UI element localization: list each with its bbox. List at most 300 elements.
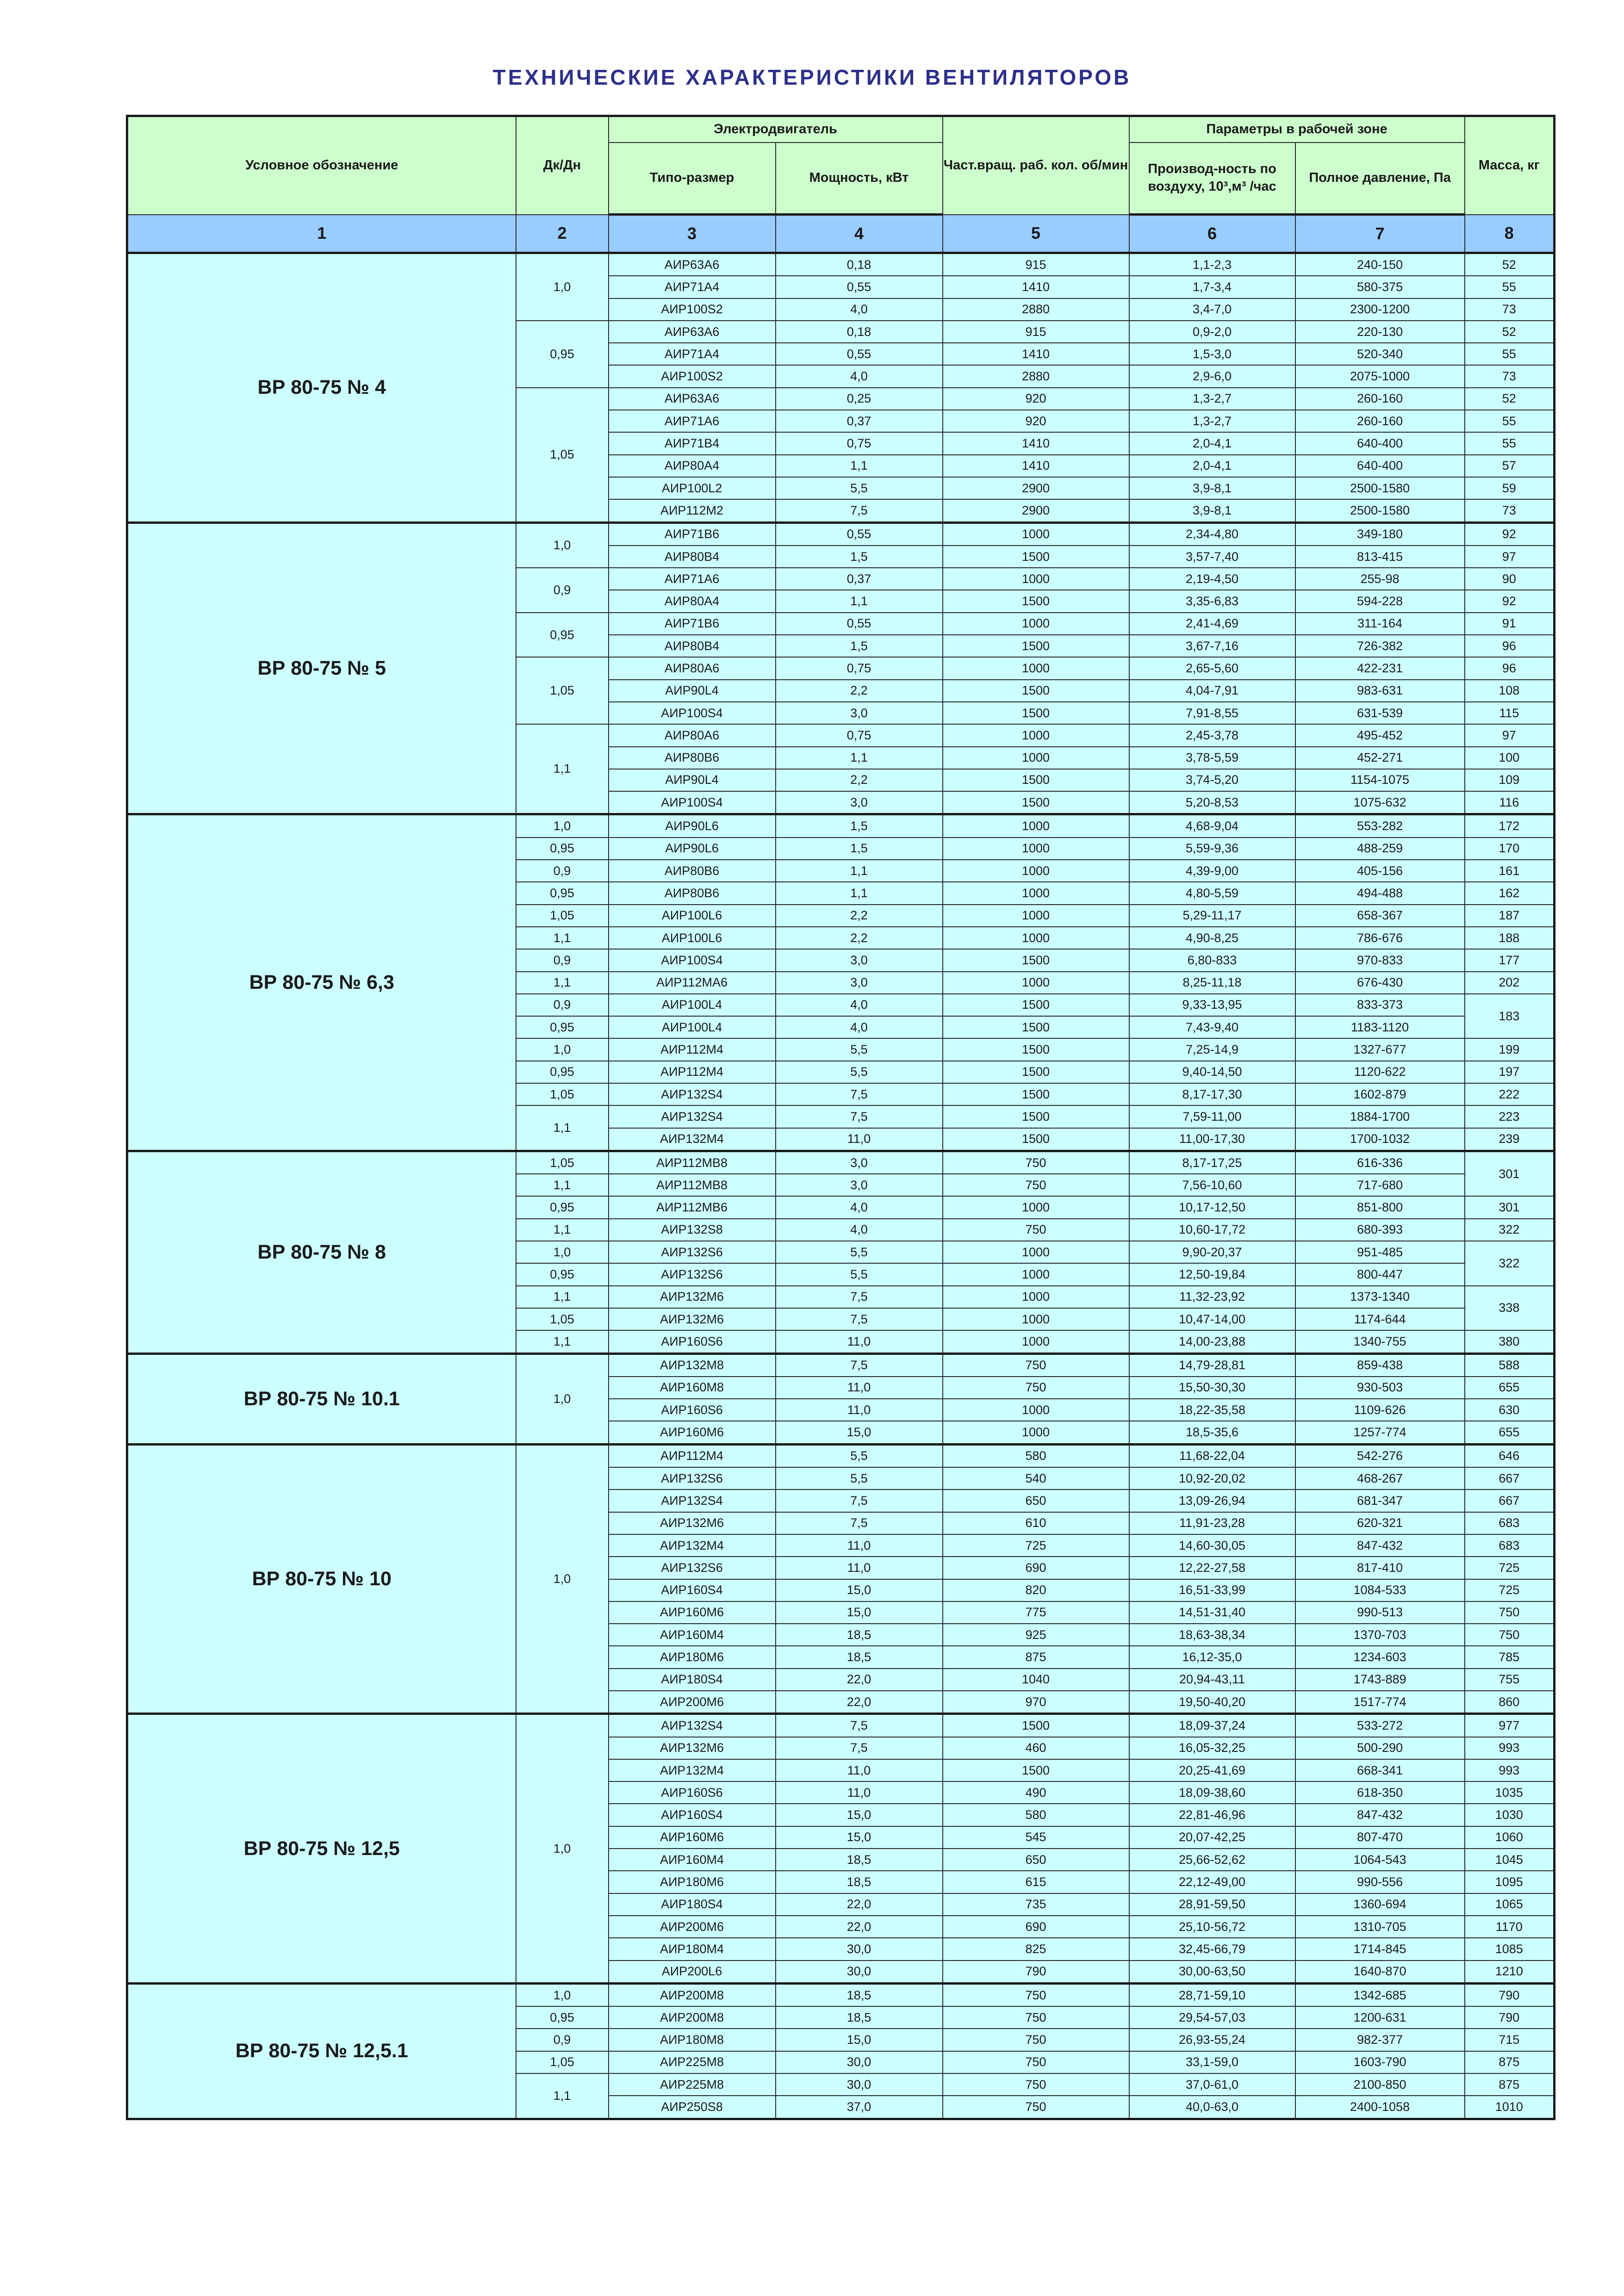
cell-speed: 1000: [943, 522, 1129, 546]
cell-speed: 580: [943, 1804, 1129, 1826]
cell-mass: 92: [1465, 522, 1555, 546]
cell-power: 3,0: [776, 1174, 943, 1196]
cell-flow: 25,66-52,62: [1129, 1849, 1295, 1871]
cell-type: АИР225М8: [609, 2073, 776, 2096]
cell-mass: 170: [1465, 838, 1555, 860]
cell-type: АИР132М4: [609, 1128, 776, 1151]
cell-mass: 52: [1465, 388, 1555, 410]
cell-type: АИР71В6: [609, 613, 776, 635]
cell-pressure: 594-228: [1295, 590, 1465, 612]
cell-speed: 1000: [943, 1308, 1129, 1330]
cell-flow: 7,91-8,55: [1129, 702, 1295, 724]
cell-power: 3,0: [776, 791, 943, 814]
cell-pressure: 1174-644: [1295, 1308, 1465, 1330]
fan-model-label: ВР 80-75 № 10: [127, 1444, 516, 1714]
cell-power: 0,37: [776, 568, 943, 590]
cell-power: 15,0: [776, 1421, 943, 1444]
cell-type: АИР160S6: [609, 1399, 776, 1421]
cell-flow: 12,22-27,58: [1129, 1557, 1295, 1579]
cell-speed: 750: [943, 2006, 1129, 2029]
cell-speed: 690: [943, 1916, 1129, 1938]
cell-mass: 239: [1465, 1128, 1555, 1151]
fan-model-label: ВР 80-75 № 10.1: [127, 1353, 516, 1444]
table-row: [127, 1714, 1555, 1737]
cell-power: 1,5: [776, 838, 943, 860]
cell-mass: 162: [1465, 882, 1555, 904]
cell-type: АИР100L2: [609, 477, 776, 499]
cell-type: АИР80В4: [609, 635, 776, 657]
cell-mass: 187: [1465, 905, 1555, 927]
cell-pressure: 817-410: [1295, 1557, 1465, 1579]
cell-mass: 73: [1465, 499, 1555, 522]
cell-type: АИР71В6: [609, 522, 776, 546]
cell-pressure: 1373-1340: [1295, 1286, 1465, 1308]
cell-flow: 26,93-55,24: [1129, 2029, 1295, 2051]
cell-power: 7,5: [776, 1286, 943, 1308]
cell-pressure: 786-676: [1295, 927, 1465, 949]
cell-power: 1,5: [776, 546, 943, 568]
cell-power: 5,5: [776, 1241, 943, 1263]
cell-speed: 1500: [943, 1714, 1129, 1737]
cell-type: АИР160S4: [609, 1804, 776, 1826]
fan-model-label: ВР 80-75 № 4: [127, 253, 516, 523]
cell-type: АИР100L6: [609, 905, 776, 927]
cell-power: 0,55: [776, 276, 943, 298]
cell-mass: 860: [1465, 1691, 1555, 1714]
cell-power: 30,0: [776, 2051, 943, 2073]
cell-pressure: 1154-1075: [1295, 769, 1465, 791]
cell-flow: 9,40-14,50: [1129, 1061, 1295, 1083]
cell-speed: 1500: [943, 1759, 1129, 1781]
cell-flow: 22,12-49,00: [1129, 1871, 1295, 1893]
cell-speed: 1000: [943, 814, 1129, 838]
cell-speed: 750: [943, 1151, 1129, 1174]
cell-speed: 1500: [943, 1105, 1129, 1128]
cell-power: 18,5: [776, 1983, 943, 2006]
cell-mass: 1010: [1465, 2096, 1555, 2119]
cell-pressure: 422-231: [1295, 657, 1465, 679]
cell-power: 5,5: [776, 1061, 943, 1083]
cell-type: АИР112М2: [609, 499, 776, 522]
cell-type: АИР100S4: [609, 702, 776, 724]
cell-pressure: 658-367: [1295, 905, 1465, 927]
cell-pressure: 260-160: [1295, 388, 1465, 410]
cell-flow: 29,54-57,03: [1129, 2006, 1295, 2029]
cell-flow: 10,60-17,72: [1129, 1219, 1295, 1241]
cell-mass: 993: [1465, 1737, 1555, 1759]
cell-pressure: 1120-622: [1295, 1061, 1465, 1083]
cell-power: 3,0: [776, 1151, 943, 1174]
cell-type: АИР180М6: [609, 1646, 776, 1668]
dk-dn-value: 1,05: [516, 1083, 609, 1105]
cell-type: АИР180S4: [609, 1893, 776, 1916]
cell-speed: 615: [943, 1871, 1129, 1893]
dk-dn-value: 0,95: [516, 1016, 609, 1038]
cell-pressure: 2400-1058: [1295, 2096, 1465, 2119]
cell-type: АИР132S6: [609, 1557, 776, 1579]
cell-speed: 610: [943, 1512, 1129, 1534]
cell-flow: 6,80-833: [1129, 949, 1295, 971]
cell-pressure: 1327-677: [1295, 1038, 1465, 1061]
cell-speed: 1500: [943, 791, 1129, 814]
cell-power: 4,0: [776, 298, 943, 321]
cell-type: АИР160М6: [609, 1601, 776, 1624]
dk-dn-value: 1,0: [516, 1241, 609, 1263]
cell-mass: 380: [1465, 1330, 1555, 1353]
cell-type: АИР132S6: [609, 1263, 776, 1285]
cell-pressure: 1064-543: [1295, 1849, 1465, 1871]
cell-speed: 1500: [943, 1016, 1129, 1038]
cell-pressure: 240-150: [1295, 253, 1465, 276]
cell-flow: 18,5-35,6: [1129, 1421, 1295, 1444]
cell-mass: 667: [1465, 1489, 1555, 1512]
cell-type: АИР160М6: [609, 1421, 776, 1444]
cell-power: 7,5: [776, 1083, 943, 1105]
cell-power: 1,1: [776, 590, 943, 612]
cell-pressure: 1743-889: [1295, 1669, 1465, 1691]
cell-pressure: 1109-626: [1295, 1399, 1465, 1421]
cell-flow: 32,45-66,79: [1129, 1938, 1295, 1960]
header-flow: Производ-ность по воздуху, 10³,м³ /час: [1129, 143, 1295, 215]
cell-power: 18,5: [776, 2006, 943, 2029]
cell-type: АИР80А4: [609, 590, 776, 612]
cell-type: АИР180S4: [609, 1669, 776, 1691]
cell-speed: 1000: [943, 568, 1129, 590]
cell-mass: 161: [1465, 860, 1555, 882]
fan-specs-table: [126, 115, 1556, 2120]
cell-speed: 1500: [943, 769, 1129, 791]
cell-mass: 322: [1465, 1241, 1555, 1286]
cell-speed: 2880: [943, 365, 1129, 387]
cell-type: АИР112МВ8: [609, 1174, 776, 1196]
header-power: Мощность, кВт: [776, 143, 943, 215]
cell-type: АИР200М8: [609, 1983, 776, 2006]
cell-speed: 750: [943, 2051, 1129, 2073]
fan-model-label: ВР 80-75 № 12,5.1: [127, 1983, 516, 2119]
cell-speed: 1500: [943, 1083, 1129, 1105]
cell-pressure: 1640-870: [1295, 1961, 1465, 1984]
cell-flow: 37,0-61,0: [1129, 2073, 1295, 2096]
cell-flow: 13,09-26,94: [1129, 1489, 1295, 1512]
cell-flow: 1,7-3,4: [1129, 276, 1295, 298]
cell-flow: 20,94-43,11: [1129, 1669, 1295, 1691]
cell-mass: 1045: [1465, 1849, 1555, 1871]
dk-dn-value: 1,0: [516, 1038, 609, 1061]
cell-flow: 7,25-14,9: [1129, 1038, 1295, 1061]
cell-type: АИР80В6: [609, 882, 776, 904]
cell-mass: 750: [1465, 1601, 1555, 1624]
cell-mass: 197: [1465, 1061, 1555, 1083]
table-row: [127, 1444, 1555, 1467]
cell-pressure: 1200-631: [1295, 2006, 1465, 2029]
cell-speed: 650: [943, 1849, 1129, 1871]
cell-speed: 1000: [943, 1263, 1129, 1285]
cell-type: АИР132М6: [609, 1737, 776, 1759]
cell-mass: 301: [1465, 1151, 1555, 1196]
cell-flow: 15,50-30,30: [1129, 1377, 1295, 1399]
cell-pressure: 1602-879: [1295, 1083, 1465, 1105]
cell-mass: 725: [1465, 1557, 1555, 1579]
header-type-size: Типо-размер: [609, 143, 776, 215]
cell-pressure: 833-373: [1295, 994, 1465, 1016]
cell-flow: 4,90-8,25: [1129, 927, 1295, 949]
cell-pressure: 807-470: [1295, 1826, 1465, 1849]
cell-pressure: 851-800: [1295, 1196, 1465, 1218]
cell-mass: 655: [1465, 1377, 1555, 1399]
cell-speed: 1500: [943, 1038, 1129, 1061]
cell-speed: 540: [943, 1467, 1129, 1489]
cell-mass: 755: [1465, 1669, 1555, 1691]
cell-mass: 90: [1465, 568, 1555, 590]
cell-pressure: 990-556: [1295, 1871, 1465, 1893]
dk-dn-value: 1,0: [516, 1714, 609, 1984]
cell-type: АИР100L6: [609, 927, 776, 949]
cell-flow: 1,1-2,3: [1129, 253, 1295, 276]
cell-speed: 2900: [943, 499, 1129, 522]
cell-mass: 588: [1465, 1353, 1555, 1377]
cell-power: 1,5: [776, 635, 943, 657]
cell-mass: 223: [1465, 1105, 1555, 1128]
cell-flow: 1,3-2,7: [1129, 388, 1295, 410]
cell-mass: 183: [1465, 994, 1555, 1039]
cell-pressure: 859-438: [1295, 1353, 1465, 1377]
dk-dn-value: 0,95: [516, 838, 609, 860]
dk-dn-value: 0,9: [516, 949, 609, 971]
cell-type: АИР63А6: [609, 253, 776, 276]
dk-dn-value: 0,9: [516, 568, 609, 613]
cell-flow: 16,12-35,0: [1129, 1646, 1295, 1668]
cell-type: АИР132М6: [609, 1286, 776, 1308]
cell-type: АИР112М4: [609, 1444, 776, 1467]
cell-type: АИР80В6: [609, 747, 776, 769]
cell-power: 18,5: [776, 1871, 943, 1893]
header-speed: Част.вращ. раб. кол. об/мин: [943, 116, 1129, 215]
table-row: [127, 1983, 1555, 2006]
cell-flow: 19,50-40,20: [1129, 1691, 1295, 1714]
cell-type: АИР180М4: [609, 1938, 776, 1960]
cell-speed: 690: [943, 1557, 1129, 1579]
cell-flow: 7,59-11,00: [1129, 1105, 1295, 1128]
column-index: 6: [1129, 215, 1295, 253]
cell-type: АИР160М8: [609, 1377, 776, 1399]
cell-type: АИР132S6: [609, 1241, 776, 1263]
cell-power: 3,0: [776, 972, 943, 994]
cell-power: 22,0: [776, 1669, 943, 1691]
cell-flow: 2,19-4,50: [1129, 568, 1295, 590]
dk-dn-value: 1,0: [516, 1353, 609, 1444]
cell-pressure: 1183-1120: [1295, 1016, 1465, 1038]
cell-power: 18,5: [776, 1646, 943, 1668]
cell-type: АИР132S4: [609, 1105, 776, 1128]
cell-speed: 490: [943, 1781, 1129, 1804]
cell-flow: 7,43-9,40: [1129, 1016, 1295, 1038]
cell-mass: 630: [1465, 1399, 1555, 1421]
cell-pressure: 681-347: [1295, 1489, 1465, 1512]
cell-speed: 1500: [943, 702, 1129, 724]
cell-type: АИР250S8: [609, 2096, 776, 2119]
dk-dn-value: 1,1: [516, 1174, 609, 1196]
cell-power: 4,0: [776, 1219, 943, 1241]
cell-type: АИР225М8: [609, 2051, 776, 2073]
cell-pressure: 813-415: [1295, 546, 1465, 568]
dk-dn-value: 0,95: [516, 2006, 609, 2029]
cell-mass: 301: [1465, 1196, 1555, 1218]
cell-power: 4,0: [776, 994, 943, 1016]
cell-flow: 16,05-32,25: [1129, 1737, 1295, 1759]
cell-mass: 667: [1465, 1467, 1555, 1489]
cell-type: АИР132М4: [609, 1759, 776, 1781]
cell-speed: 820: [943, 1579, 1129, 1601]
fan-model-label: ВР 80-75 № 12,5: [127, 1714, 516, 1984]
cell-type: АИР160М6: [609, 1826, 776, 1849]
cell-speed: 750: [943, 2029, 1129, 2051]
cell-power: 5,5: [776, 1038, 943, 1061]
cell-type: АИР200L6: [609, 1961, 776, 1984]
cell-pressure: 452-271: [1295, 747, 1465, 769]
cell-speed: 1410: [943, 455, 1129, 477]
cell-mass: 97: [1465, 724, 1555, 746]
cell-power: 1,5: [776, 814, 943, 838]
cell-power: 30,0: [776, 2073, 943, 2096]
cell-flow: 14,79-28,81: [1129, 1353, 1295, 1377]
cell-power: 11,0: [776, 1534, 943, 1557]
cell-speed: 1000: [943, 882, 1129, 904]
cell-pressure: 255-98: [1295, 568, 1465, 590]
header-designation: Условное обозначение: [127, 116, 516, 215]
cell-type: АИР71А6: [609, 410, 776, 432]
table-row: [127, 1353, 1555, 1377]
cell-pressure: 580-375: [1295, 276, 1465, 298]
cell-power: 0,75: [776, 432, 943, 454]
cell-power: 2,2: [776, 680, 943, 702]
cell-pressure: 668-341: [1295, 1759, 1465, 1781]
cell-mass: 1170: [1465, 1916, 1555, 1938]
cell-flow: 10,47-14,00: [1129, 1308, 1295, 1330]
cell-type: АИР100S2: [609, 365, 776, 387]
cell-mass: 73: [1465, 298, 1555, 321]
dk-dn-value: 1,05: [516, 1151, 609, 1174]
cell-flow: 3,9-8,1: [1129, 477, 1295, 499]
cell-flow: 11,68-22,04: [1129, 1444, 1295, 1467]
cell-mass: 750: [1465, 1624, 1555, 1646]
cell-type: АИР160S6: [609, 1330, 776, 1353]
cell-flow: 11,91-23,28: [1129, 1512, 1295, 1534]
cell-flow: 18,09-37,24: [1129, 1714, 1295, 1737]
cell-flow: 16,51-33,99: [1129, 1579, 1295, 1601]
cell-mass: 202: [1465, 972, 1555, 994]
cell-power: 0,75: [776, 657, 943, 679]
cell-flow: 18,09-38,60: [1129, 1781, 1295, 1804]
cell-type: АИР132S8: [609, 1219, 776, 1241]
dk-dn-value: 1,0: [516, 253, 609, 321]
cell-flow: 14,51-31,40: [1129, 1601, 1295, 1624]
cell-pressure: 1370-703: [1295, 1624, 1465, 1646]
cell-type: АИР180М6: [609, 1871, 776, 1893]
cell-flow: 33,1-59,0: [1129, 2051, 1295, 2073]
cell-mass: 790: [1465, 2006, 1555, 2029]
cell-power: 15,0: [776, 1579, 943, 1601]
cell-type: АИР132М6: [609, 1308, 776, 1330]
cell-mass: 52: [1465, 253, 1555, 276]
cell-flow: 11,32-23,92: [1129, 1286, 1295, 1308]
cell-pressure: 468-267: [1295, 1467, 1465, 1489]
dk-dn-value: 1,05: [516, 657, 609, 724]
cell-mass: 1210: [1465, 1961, 1555, 1984]
cell-speed: 735: [943, 1893, 1129, 1916]
dk-dn-value: 1,05: [516, 1308, 609, 1330]
dk-dn-value: 1,05: [516, 905, 609, 927]
cell-pressure: 847-432: [1295, 1534, 1465, 1557]
cell-type: АИР112МВ8: [609, 1151, 776, 1174]
dk-dn-value: 1,05: [516, 2051, 609, 2073]
cell-mass: 993: [1465, 1759, 1555, 1781]
cell-flow: 3,67-7,16: [1129, 635, 1295, 657]
cell-power: 7,5: [776, 499, 943, 522]
cell-power: 11,0: [776, 1128, 943, 1151]
cell-pressure: 2500-1580: [1295, 477, 1465, 499]
cell-speed: 1000: [943, 747, 1129, 769]
cell-mass: 875: [1465, 2051, 1555, 2073]
cell-power: 2,2: [776, 927, 943, 949]
table-row: [127, 522, 1555, 546]
cell-pressure: 640-400: [1295, 455, 1465, 477]
cell-flow: 7,56-10,60: [1129, 1174, 1295, 1196]
cell-speed: 750: [943, 1219, 1129, 1241]
cell-mass: 96: [1465, 657, 1555, 679]
dk-dn-value: 1,1: [516, 1219, 609, 1241]
column-index: 2: [516, 215, 609, 253]
cell-type: АИР132S6: [609, 1467, 776, 1489]
cell-flow: 20,25-41,69: [1129, 1759, 1295, 1781]
cell-mass: 322: [1465, 1219, 1555, 1241]
cell-mass: 199: [1465, 1038, 1555, 1061]
dk-dn-value: 0,95: [516, 613, 609, 658]
cell-pressure: 640-400: [1295, 432, 1465, 454]
cell-speed: 2880: [943, 298, 1129, 321]
cell-power: 4,0: [776, 365, 943, 387]
cell-type: АИР180М8: [609, 2029, 776, 2051]
cell-type: АИР90L6: [609, 814, 776, 838]
cell-type: АИР160S6: [609, 1781, 776, 1804]
cell-speed: 1410: [943, 276, 1129, 298]
cell-pressure: 1234-603: [1295, 1646, 1465, 1668]
cell-type: АИР100L4: [609, 1016, 776, 1038]
cell-mass: 172: [1465, 814, 1555, 838]
cell-speed: 1000: [943, 1330, 1129, 1353]
cell-type: АИР71А6: [609, 568, 776, 590]
cell-flow: 2,34-4,80: [1129, 522, 1295, 546]
header-mass: Масса, кг: [1465, 116, 1555, 215]
cell-pressure: 2075-1000: [1295, 365, 1465, 387]
cell-type: АИР132М8: [609, 1353, 776, 1377]
cell-type: АИР100S4: [609, 791, 776, 814]
cell-flow: 3,57-7,40: [1129, 546, 1295, 568]
cell-flow: 3,35-6,83: [1129, 590, 1295, 612]
cell-pressure: 800-447: [1295, 1263, 1465, 1285]
cell-mass: 100: [1465, 747, 1555, 769]
cell-speed: 920: [943, 410, 1129, 432]
cell-type: АИР63А6: [609, 321, 776, 343]
cell-power: 1,1: [776, 860, 943, 882]
cell-power: 4,0: [776, 1196, 943, 1218]
cell-type: АИР100L4: [609, 994, 776, 1016]
cell-flow: 2,45-3,78: [1129, 724, 1295, 746]
cell-mass: 109: [1465, 769, 1555, 791]
cell-pressure: 311-164: [1295, 613, 1465, 635]
header-dk-dn: Дк/Дн: [516, 116, 609, 215]
cell-flow: 5,20-8,53: [1129, 791, 1295, 814]
cell-pressure: 500-290: [1295, 1737, 1465, 1759]
